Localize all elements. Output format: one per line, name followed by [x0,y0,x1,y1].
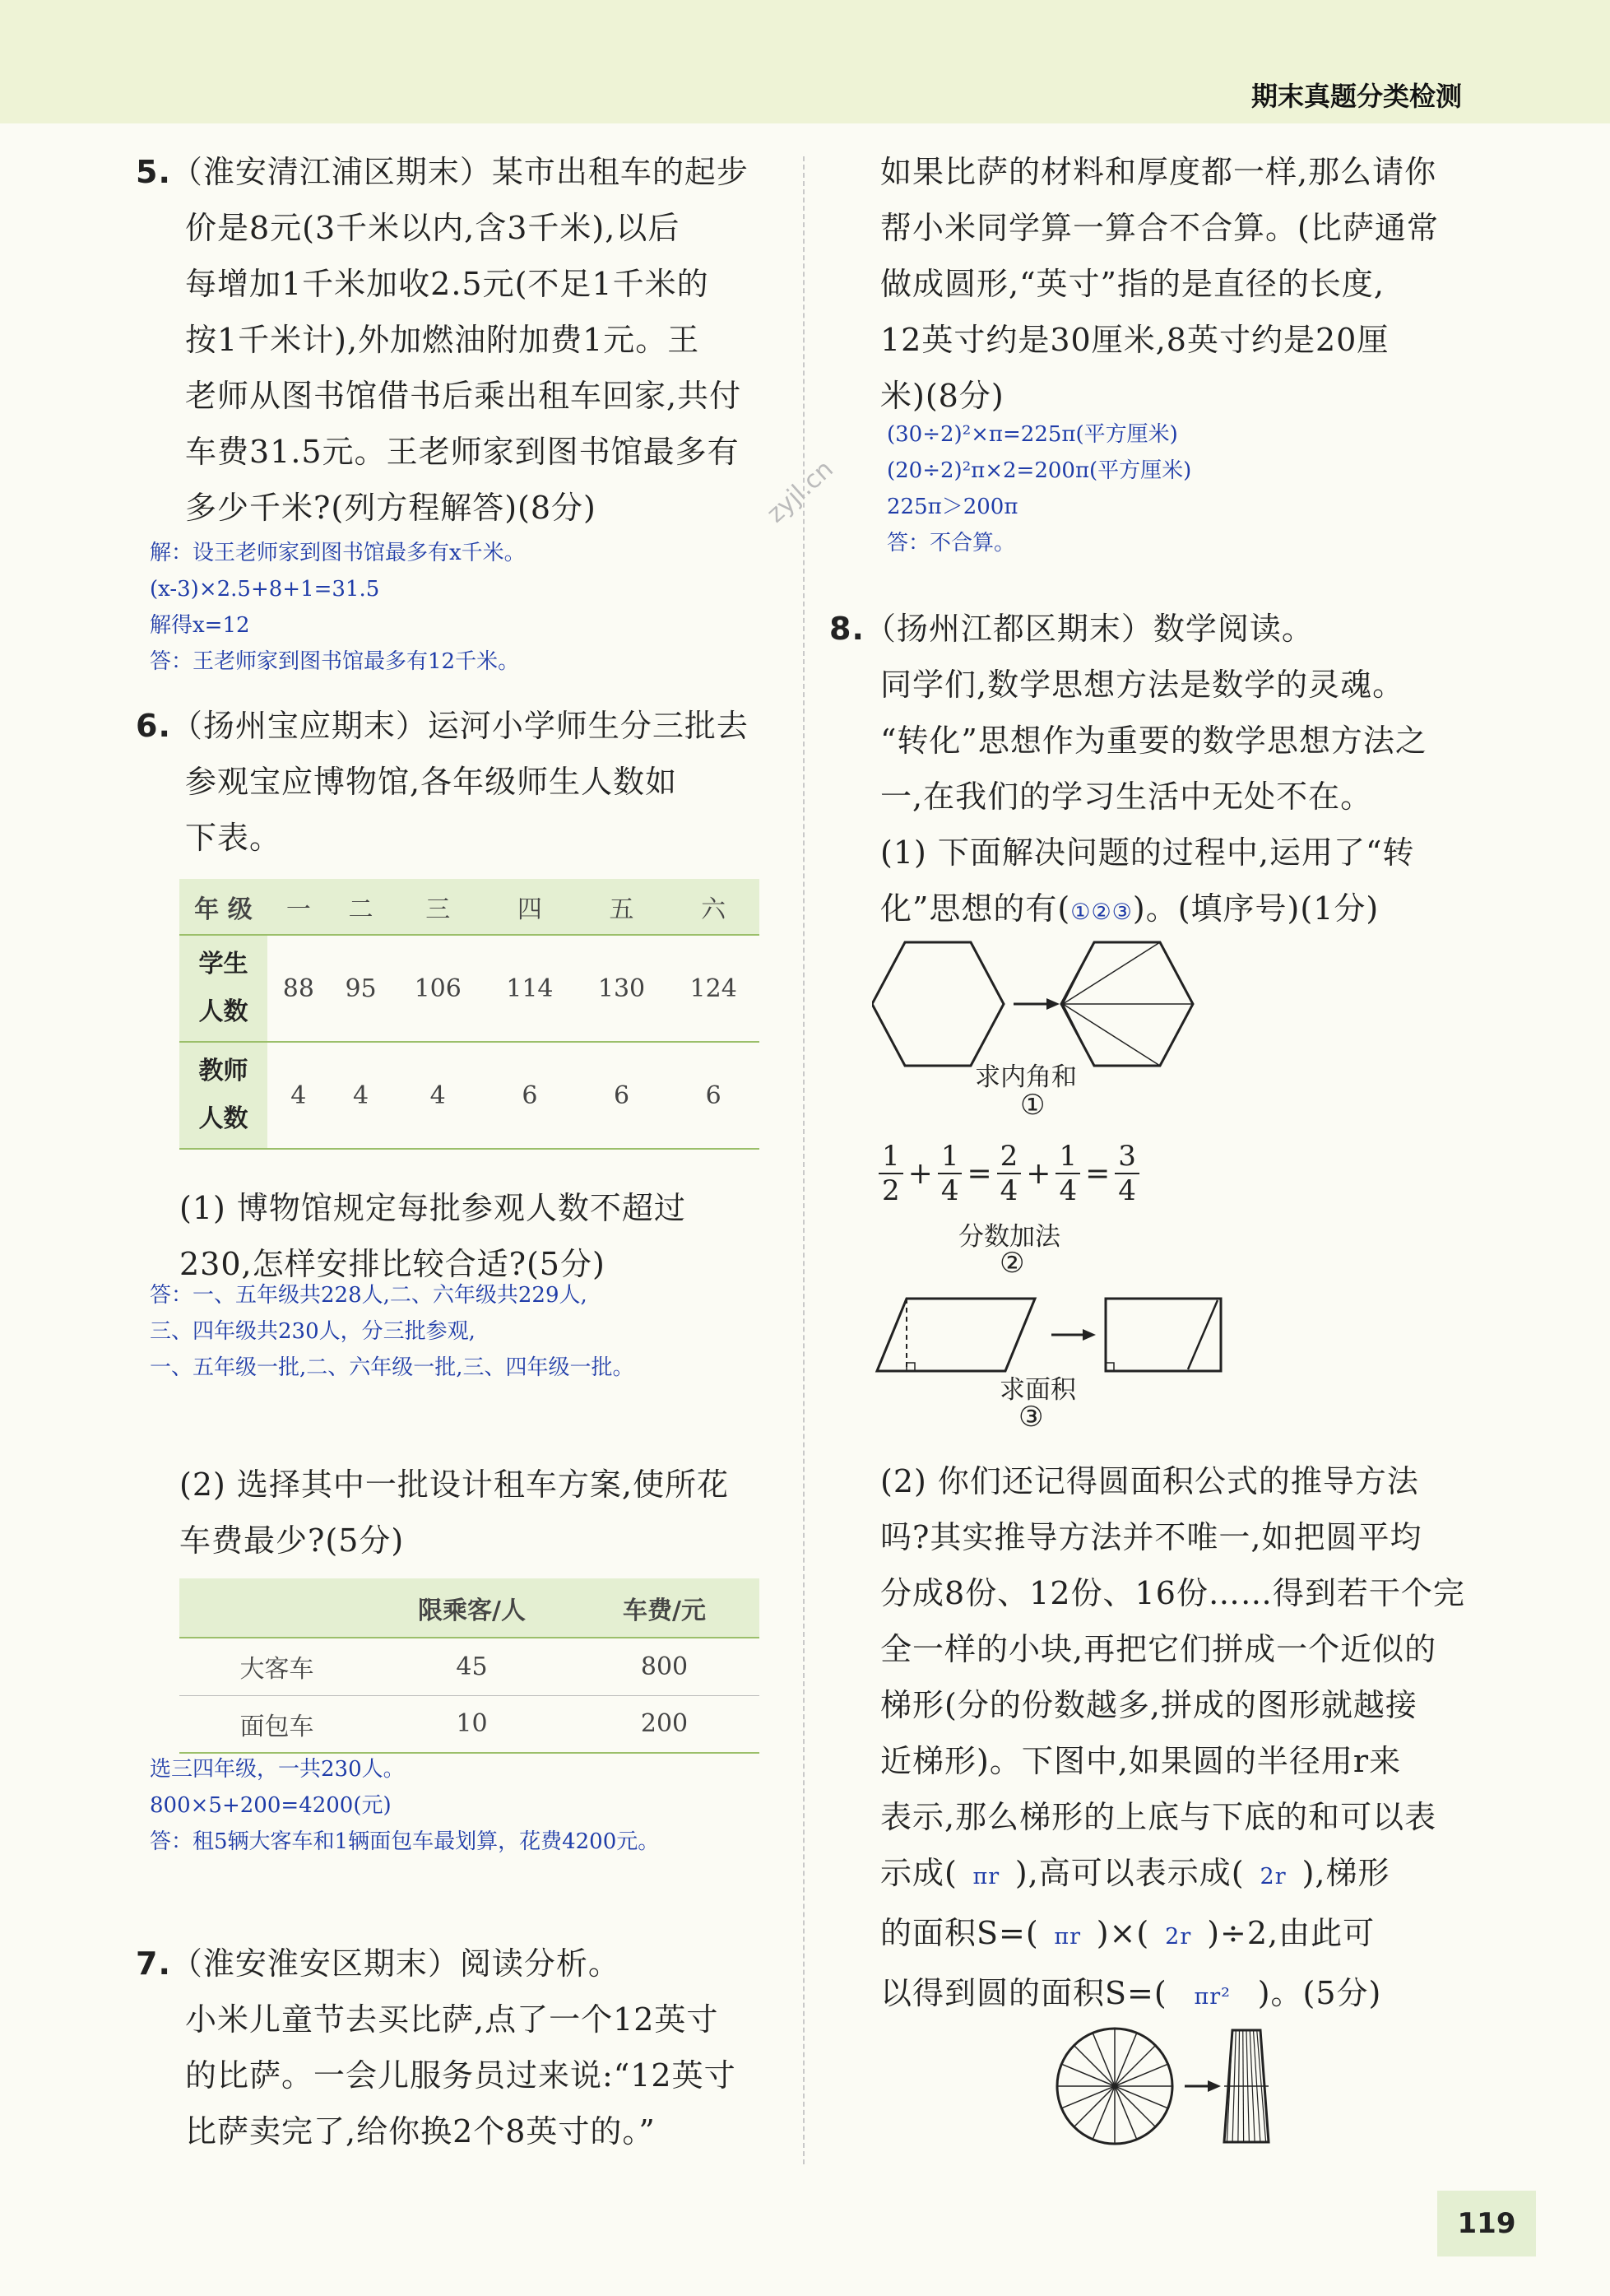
answer-line: 选三四年级，一共230人。 [150,1757,405,1782]
arrow-head-icon [1208,2080,1221,2092]
table-header-cell: 年 级 [179,879,267,935]
circle-sector-line [1115,2086,1155,2126]
answer-blank: πr [1054,1924,1082,1950]
q6-part2-line: (2) 选择其中一批设计租车方案,使所花 [179,1466,729,1503]
operator: + [1026,1156,1051,1191]
table-header-cell: 二 [330,879,392,935]
q8-part2-line: 表示,那么梯形的上底与下底的和可以表 [880,1799,1437,1835]
table-cell: 88 [282,974,314,1003]
arrow-head-icon [1083,1329,1096,1341]
q8-title: （扬州江都区期末）数学阅读。 [864,611,1314,647]
question-5 [136,144,749,536]
question-7 [136,1936,736,2159]
table-header-cell: 六 [667,879,759,935]
circle-sector-line [1115,2046,1155,2086]
trapezoid-sector-line [1243,2030,1244,2142]
answer-line: (30÷2)²×π=225π(平方厘米) [887,422,1178,447]
figure-3-number: ③ [1018,1401,1044,1434]
answer-blank: πr² [1194,1984,1231,2010]
fraction: $\frac{1}{2}$ [879,1140,903,1207]
q7-line: 小米儿童节去买比萨,点了一个12英寸 [185,2001,719,2038]
q8-line: 一,在我们的学习生活中无处不在。 [880,779,1373,815]
q7-line: 米)(8分) [880,378,1005,414]
answer-line: (x-3)×2.5+8+1=31.5 [150,577,380,602]
figure-2-label: 分数加法 [958,1222,1060,1252]
q5-number: 5. [136,154,171,190]
fraction: $\frac{1}{4}$ [1056,1140,1080,1207]
answer-line: (20÷2)²π×2=200π(平方厘米) [887,458,1192,483]
q7-line: 12英寸约是30厘米,8英寸约是20厘 [880,322,1390,358]
divided-circle [1057,2029,1172,2144]
column-divider [803,156,805,2164]
table-cell: 114 [506,974,554,1003]
circle-to-trapezoid-figure [1053,2020,1283,2152]
q5-line: 每增加1千米加收2.5元(不足1千米的 [185,266,709,302]
q8-part2-line: 吗?其实推导方法并不唯一,如把圆平均 [880,1519,1422,1555]
q7-line: 帮小米同学算一算合不合算。(比萨通常 [880,210,1439,246]
page-number: 119 [1437,2191,1536,2256]
q7-continued [880,144,1439,424]
table-header-cell: 五 [576,879,668,935]
table-cell: 4 [429,1081,446,1110]
q6-table-2 [179,1578,759,1754]
trapezoid-shape [1224,2030,1269,2142]
watermark: zyjl.cn [761,454,839,529]
table-cell: 4 [290,1081,307,1110]
table-cell: 10 [456,1709,488,1739]
q8-part-2 [880,1453,1465,2025]
q8-line: (1) 下面解决问题的过程中,运用了“转 [880,834,1415,871]
table-header-cell: 车费/元 [569,1578,759,1638]
q8-line: 化”思想的有(①②③)。(填序号)(1分) [829,881,1427,941]
table-cell: 面包车 [239,1712,314,1741]
answer-line: 三、四年级共230人，分三批参观, [150,1319,476,1344]
table-row-label: 教师 人数 [179,1042,267,1149]
fraction: $\frac{2}{4}$ [997,1140,1022,1207]
q7-answer [887,416,1191,561]
table-cell: 6 [705,1081,721,1110]
answer-line: 答：王老师家到图书馆最多有12千米。 [150,649,520,674]
table-header-cell: 四 [484,879,576,935]
q5-line: 多少千米?(列方程解答)(8分) [185,490,596,526]
fraction-equation [874,1140,1144,1207]
q5-answer [150,535,526,680]
q8-part2-line: 示成( πr ),高可以表示成( 2r ),梯形 [880,1845,1465,1905]
q8-line: 同学们,数学思想方法是数学的灵魂。 [880,667,1405,703]
arrow-head-icon [1046,998,1060,1010]
table-cell: 6 [613,1081,630,1110]
answer-blank: 2r [1260,1864,1287,1889]
q6-part-1 [179,1180,686,1292]
table-cell: 200 [640,1709,689,1739]
q6-answer-2 [150,1751,659,1860]
header-title: 期末真题分类检测 [1250,81,1462,112]
parallelogram-figure [872,1292,1234,1378]
parallelogram-shape [877,1299,1035,1371]
operator: = [967,1156,992,1191]
q6-part2-line: 车费最少?(5分) [179,1522,405,1559]
q5-line: （淮安清江浦区期末）某市出租车的起步 [170,154,749,190]
table-row-label: 学生 人数 [179,935,267,1042]
table-header-cell: 一 [267,879,330,935]
table-cell: 4 [353,1081,369,1110]
q6-line: 下表。 [185,820,282,856]
q8-part2-line: 梯形(分的份数越多,拼成的图形就越接 [880,1687,1417,1723]
figure-2-number: ② [1000,1247,1025,1280]
table-header-cell: 限乘客/人 [374,1578,569,1638]
q8-part2-line: 以得到圆的面积S=( πr² )。(5分) [880,1965,1465,2025]
table-cell: 106 [414,974,462,1003]
table-cell: 124 [689,974,737,1003]
answer-blank: πr [972,1864,1000,1889]
circle-sector-line [1074,2086,1115,2126]
answer-line: 答：不合算。 [887,531,1016,555]
hexagon-shape [872,942,1004,1066]
q8-part2-line: (2) 你们还记得圆面积公式的推导方法 [880,1463,1419,1499]
q7-line: 如果比萨的材料和厚度都一样,那么请你 [880,154,1437,190]
answer-line: 一、五年级一批,二、六年级一批,三、四年级一批。 [150,1355,634,1380]
answer-line: 解：设王老师家到图书馆最多有x千米。 [150,541,526,565]
q7-line: 做成圆形,“英寸”指的是直径的长度, [880,266,1385,302]
answer-line: 解得x=12 [150,613,250,638]
operator: = [1085,1156,1111,1191]
figure-1-label: 求内角和 [975,1062,1077,1092]
answer-blank: ①②③ [1070,899,1133,925]
q5-line: 价是8元(3千米以内,含3千米),以后 [185,210,680,246]
answer-line: 800×5+200=4200(元) [150,1793,392,1818]
table-cell: 大客车 [239,1655,314,1685]
q8-part2-line: 近梯形)。下图中,如果圆的半径用r来 [880,1743,1402,1779]
answer-line: 225π＞200π [887,495,1018,519]
q7-line: （淮安淮安区期末）阅读分析。 [170,1945,620,1982]
q8-part2-line: 全一样的小块,再把它们拼成一个近似的 [880,1631,1437,1667]
q8-part2-line: 分成8份、12份、16份……得到若干个完 [880,1575,1465,1611]
table-cell: 45 [456,1652,488,1681]
fraction: $\frac{1}{4}$ [938,1140,963,1207]
operator: + [907,1156,933,1191]
q5-line: 老师从图书馆借书后乘出租车回家,共付 [185,378,742,414]
q8-number: 8. [829,611,865,647]
figure-1-number: ① [1020,1089,1046,1122]
circle-sector-line [1074,2046,1115,2086]
q5-line: 按1千米计),外加燃油附加费1元。王 [185,322,700,358]
answer-line: 答：租5辆大客车和1辆面包车最划算，花费4200元。 [150,1829,660,1854]
q6-part1-line: (1) 博物馆规定每批参观人数不超过 [179,1190,686,1226]
q6-number: 6. [136,708,171,744]
q6-line: （扬州宝应期末）运河小学师生分三批去 [170,708,749,744]
question-6 [136,698,749,866]
table-cell: 6 [522,1081,538,1110]
q6-part1-line: 230,怎样安排比较合适?(5分) [179,1246,605,1282]
q6-line: 参观宝应博物馆,各年级师生人数如 [185,764,678,800]
table-cell: 130 [597,974,646,1003]
figure-3-label: 求面积 [1000,1375,1076,1405]
table-header-cell [179,1578,374,1638]
trapezoid-sector-line [1238,2030,1240,2142]
fraction: $\frac{3}{4}$ [1115,1140,1139,1207]
question-8 [829,601,1427,941]
q8-line: “转化”思想作为重要的数学思想方法之 [880,723,1427,759]
q7-number: 7. [136,1945,171,1982]
table-cell: 800 [640,1652,689,1681]
table-cell: 95 [345,974,377,1003]
q8-part2-line: 的面积S=( πr )×( 2r )÷2,由此可 [880,1905,1465,1965]
q6-part-2 [179,1457,729,1569]
answer-blank: 2r [1165,1924,1192,1950]
q7-line: 的比萨。一会儿服务员过来说:“12英寸 [185,2057,736,2094]
q7-line: 比萨卖完了,给你换2个8英寸的。” [185,2113,656,2150]
q6-table-1 [179,879,759,1150]
q6-answer-1 [150,1277,634,1386]
table-header-cell: 三 [392,879,484,935]
q5-line: 车费31.5元。王老师家到图书馆最多有 [185,434,740,470]
answer-line: 答：一、五年级共228人,二、六年级共229人, [150,1283,587,1308]
